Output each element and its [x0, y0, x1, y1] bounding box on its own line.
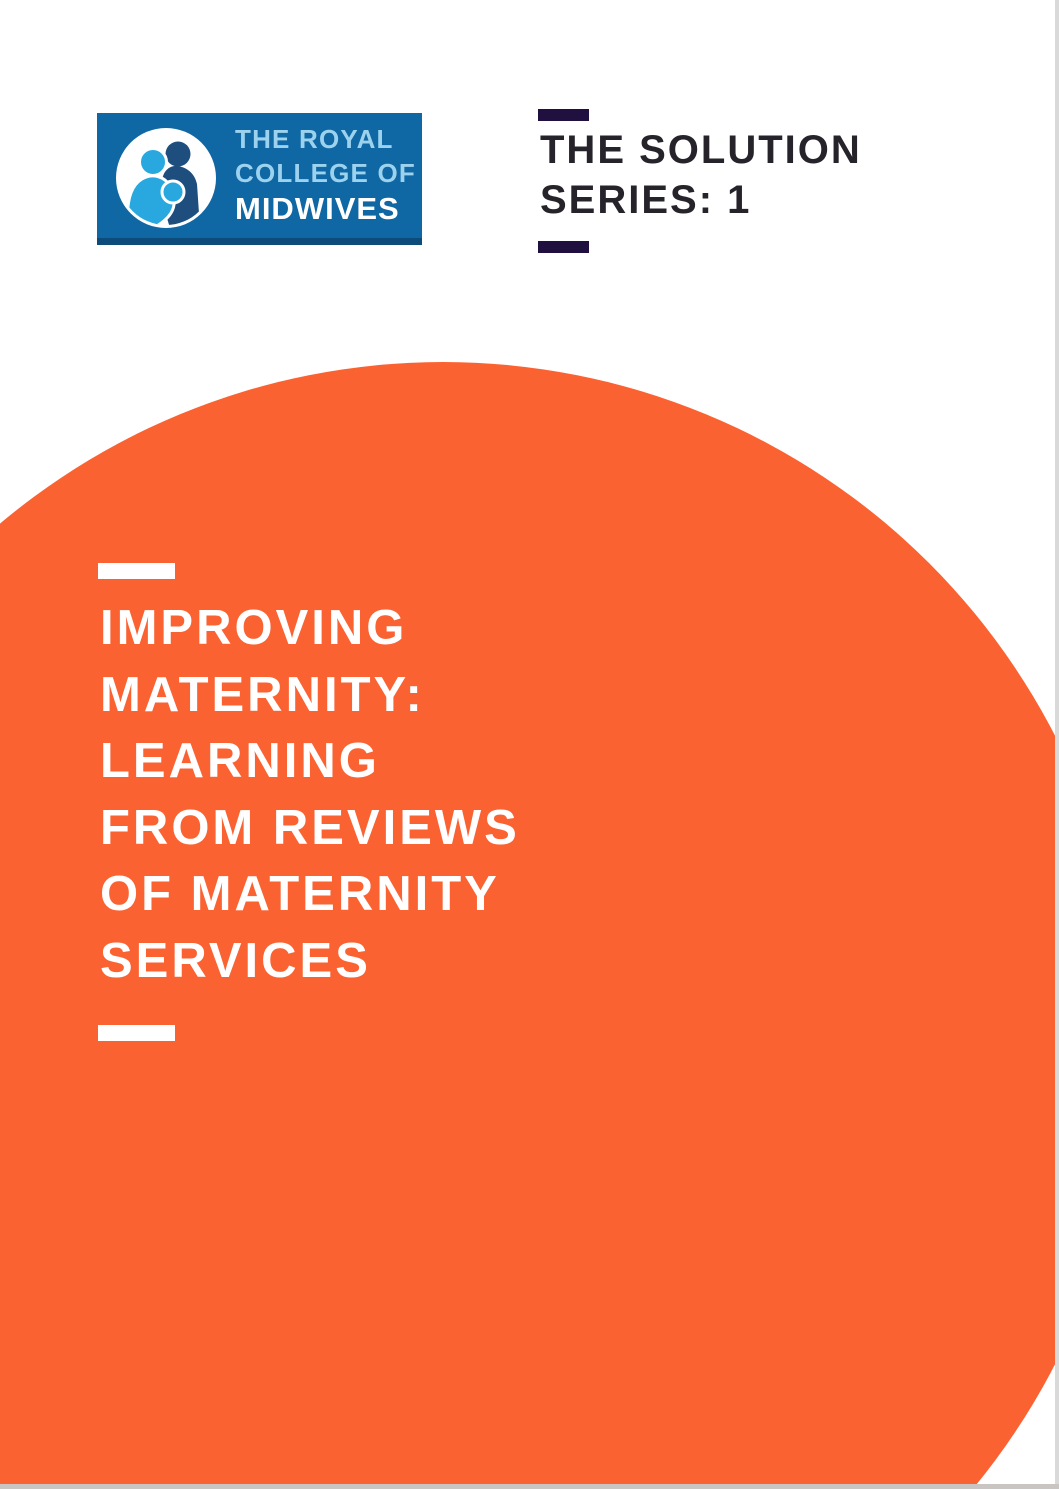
cover-title-line-2: MATERNITY: [100, 667, 425, 722]
cover-title [100, 595, 520, 994]
series-title-line-2: SERIES: 1 [540, 178, 752, 222]
title-top-rule [98, 563, 175, 579]
cover-title-line-3: LEARNING [100, 734, 380, 788]
series-bottom-rule [538, 241, 589, 253]
rcm-logo [97, 113, 422, 245]
series-heading-block [538, 109, 864, 253]
cover-title-line-5: OF MATERNITY [100, 867, 500, 921]
series-title [540, 121, 862, 225]
rcm-logo-text [235, 122, 415, 227]
logo-line-1: THE ROYAL [235, 124, 394, 154]
rcm-people-icon [116, 128, 216, 228]
logo-bottom-shade [97, 238, 422, 245]
cover-title-line-4: FROM REVIEWS [100, 800, 520, 855]
title-bottom-rule [98, 1025, 175, 1041]
series-title-line-1: THE SOLUTION [540, 128, 862, 172]
logo-line-2: COLLEGE OF [235, 158, 416, 188]
page-edge-right [1055, 0, 1059, 1489]
logo-line-3: MIDWIVES [235, 191, 400, 226]
cover-title-line-1: IMPROVING [100, 601, 408, 655]
cover-title-line-6: SERVICES [100, 933, 371, 988]
series-top-rule [538, 109, 589, 121]
page-edge-bottom [0, 1484, 1059, 1489]
